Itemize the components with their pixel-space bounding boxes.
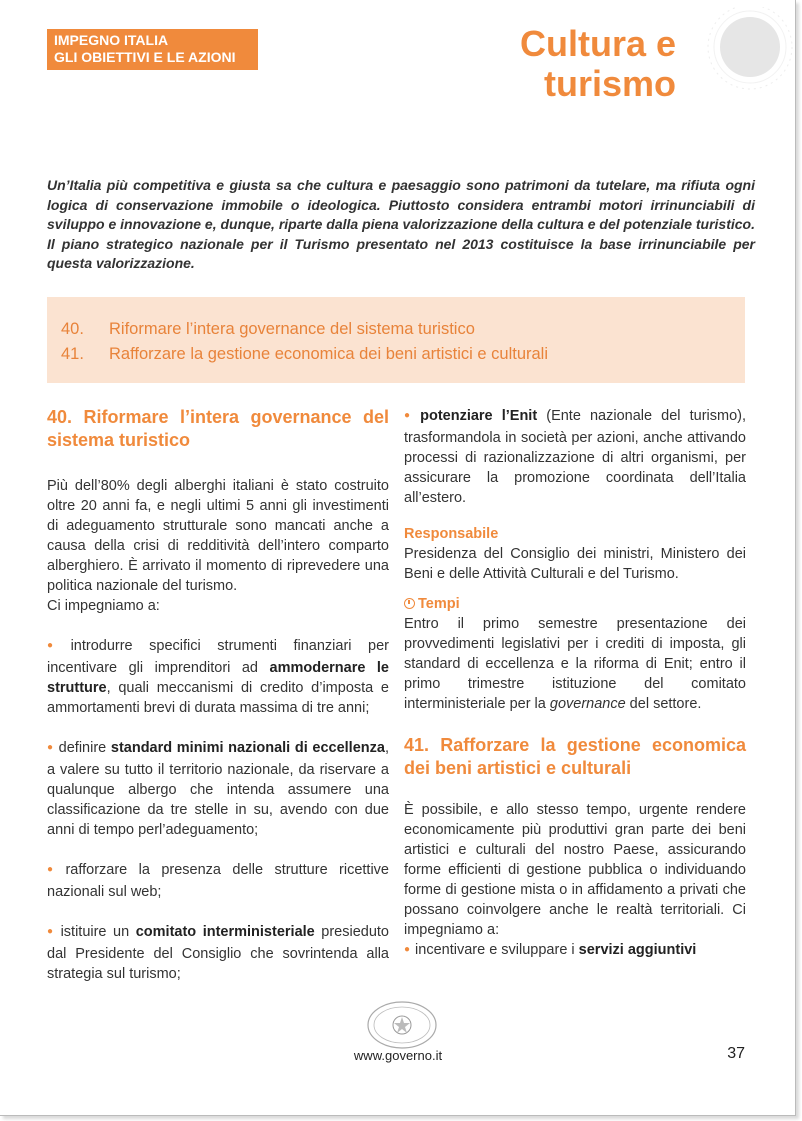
right-column [404, 406, 746, 962]
bullet-item [47, 922, 389, 984]
tempi-text-italic: governance [549, 696, 626, 712]
bullet-item [404, 406, 746, 508]
section-41-intro: È possibile, e allo stesso tempo, urgente rendere economicamente più produttivi gran parte dei beni artistici e culturali del nostro Paese, assicurando forme efficienti di gestione pubblica o individuando forme di gestione mista o in affidamento a privati che possano coinvolgere anche le realtà territoriali. Ci impegniamo a: [404, 802, 746, 938]
bullet-emphasis: servizi aggiuntivi [578, 942, 697, 958]
bullet-item [404, 940, 746, 962]
section-40-heading: 40. Riformare l’intera governance del sistema turistico [47, 407, 389, 450]
bullet-text: (Ente nazionale del turismo), trasformandola in società per azioni, anche attivando processi di razionalizzazione di altri organismi, per assicurare la promozione coordinata dell’Italia all’estero. [404, 408, 746, 506]
section-tag-line1: IMPEGNO ITALIA [54, 32, 169, 48]
left-column [47, 406, 389, 984]
section-40-intro [47, 476, 389, 616]
bullet-text: incentivare e sviluppare i [415, 942, 579, 958]
page-title-line2: turismo [543, 63, 676, 104]
bullet-emphasis: ammodernare le strutture [47, 660, 389, 696]
toc-item-41[interactable] [61, 342, 745, 367]
section-tag-line2: GLI OBIETTIVI E LE AZIONI [54, 49, 236, 65]
bullet-emphasis: potenziare l’Enit [420, 408, 538, 424]
bullet-item [47, 738, 389, 840]
tempi-heading [404, 595, 746, 614]
toc-item-label: Rafforzare la gestione economica dei beni artistici e culturali [109, 345, 549, 363]
table-of-contents [47, 297, 745, 383]
bullet-text: presieduto dal Presidente del Consiglio che sovrintenda alla strategia sul turismo; [47, 924, 389, 982]
decorative-dial-icon [700, 7, 796, 97]
bullet-item: ● rafforzare la presenza delle strutture ricettive nazionali sul web; [47, 860, 389, 902]
responsabile-text: Presidenza del Consiglio dei ministri, Ministero dei Beni e delle Attività Culturali e del Turismo. [404, 546, 746, 582]
tempi-text-part: Entro il primo semestre presentazione dei provvedimenti legislativi per i crediti di imposta, gli standard di eccellenza e la riforma di Enit; entro il primo trimestre istituzione del comitato interministeriale per la [404, 616, 746, 712]
tempi-label: Tempi [418, 596, 460, 612]
tempi-text [404, 614, 746, 714]
page-number: 37 [727, 1045, 745, 1062]
footer-url[interactable]: www.governo.it [353, 1048, 443, 1063]
bullet-emphasis: standard minimi nazionali di eccellenza [110, 740, 385, 756]
toc-item-label: Riformare l’intera governance del sistema turistico [109, 320, 475, 338]
tempi-text-part: del settore. [625, 696, 702, 712]
intro-paragraph: Un’Italia più competitiva e giusta sa che cultura e paesaggio sono patrimoni da tutelare, ma rifiuta ogni logica di conservazione immobile o ideologica. Piuttosto considera entrambi motori irrinunciabili di sviluppo e innovazione e, dunque, riparte dalla piena valorizzazione della cultura e del potenziale turistico. Il piano strategico nazionale per il Turismo presentato nel 2013 costituisce la base irrinunciabile per questa valorizzazione. [47, 177, 755, 271]
toc-item-number: 41. [61, 345, 84, 363]
clock-icon [404, 598, 415, 609]
bullet-text: istituire un [60, 924, 136, 940]
bullet-text: , a valere su tutto il territorio nazionale, da riservare a qualunque albergo che intenda assumere una classificazione da tre stelle in su, avendo con due anni di tempo perl’adeguamento; [47, 740, 389, 838]
bullet-emphasis: comitato interministeriale [135, 924, 315, 940]
responsabile-label: Responsabile [404, 526, 499, 542]
section-40-intro-text: Più dell’80% degli alberghi italiani è stato costruito oltre 20 anni fa, e negli ultimi 5 anni gli investimenti di adeguamento strutturale sono mancati anche a causa della crisi di redditività dell’intero comparto alberghiero. È arrivato il momento di riprevedere una politica nazionale del turismo. [47, 478, 389, 594]
republic-seal-icon [366, 1000, 438, 1050]
bullet-text: definire [58, 740, 111, 756]
section-41-heading: 41. Rafforzare la gestione economica dei beni artistici e culturali [404, 735, 746, 778]
section-40-commit: Ci impegniamo a: [47, 598, 160, 614]
bullet-text: introdurre specifici strumenti finanziari per incentivare gli imprenditori ad [47, 638, 389, 676]
section-tag [47, 29, 258, 70]
page-title [520, 24, 676, 104]
toc-item-number: 40. [61, 320, 84, 338]
bullet-text: , quali meccanismi di credito d’imposta e ammortamenti brevi di durata massima di tre anni; [47, 680, 389, 716]
bullet-item [47, 636, 389, 718]
page-title-line1: Cultura e [519, 23, 676, 64]
toc-item-40[interactable] [61, 317, 745, 342]
